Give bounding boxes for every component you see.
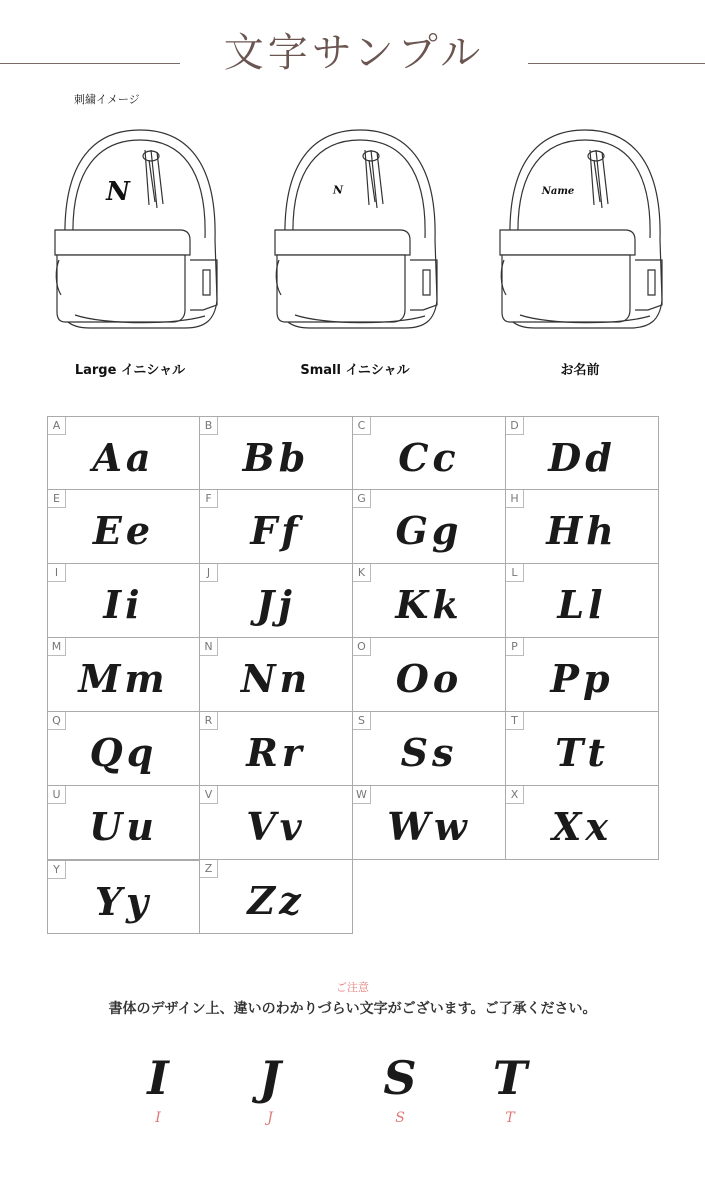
header-rule-right — [528, 63, 705, 64]
letter-cell-v — [200, 786, 353, 860]
letter-sample-glyph: Ww — [387, 804, 471, 849]
letter-cell-c — [353, 416, 506, 490]
letter-cell-k — [353, 564, 506, 638]
letter-cell-s — [353, 712, 506, 786]
backpack-illustration — [490, 120, 675, 340]
page-title: 文字サンプル — [223, 30, 485, 76]
letter-sample-glyph: Yy — [94, 879, 153, 924]
letter-key-label: O — [353, 638, 371, 656]
letter-key-label: K — [353, 564, 371, 582]
letter-cell-z — [200, 860, 353, 934]
header-rule-left — [0, 63, 180, 64]
letter-cell-n — [200, 638, 353, 712]
letter-cell-t — [506, 712, 659, 786]
letter-sample-grid — [47, 416, 659, 934]
letter-key-label: C — [353, 417, 371, 435]
letter-key-label: Y — [48, 861, 66, 879]
letter-key-label: G — [353, 490, 371, 508]
similar-letter-sample — [360, 1048, 440, 1126]
letter-sample-glyph: Aa — [92, 435, 155, 480]
similar-letter-glyph: T — [492, 1051, 528, 1105]
letter-key-label: R — [200, 712, 218, 730]
letter-key-label: E — [48, 490, 66, 508]
embroidery-image-label: 刺繍イメージ — [74, 93, 140, 106]
letter-sample-glyph: Ii — [103, 582, 144, 627]
letter-cell-y — [47, 860, 200, 934]
letter-sample-glyph: Uu — [89, 804, 158, 849]
letter-cell-p — [506, 638, 659, 712]
letter-key-label: P — [506, 638, 524, 656]
letter-cell-u — [47, 786, 200, 860]
letter-key-label: N — [200, 638, 218, 656]
letter-sample-glyph: Vv — [246, 804, 306, 849]
notice-title: ご注意 — [336, 981, 369, 994]
letter-sample-glyph: Bb — [242, 435, 310, 480]
letter-sample-glyph: Ss — [400, 730, 458, 775]
similar-letter-sample — [230, 1048, 310, 1126]
letter-sample-glyph: Hh — [546, 508, 618, 553]
letter-key-label: A — [48, 417, 66, 435]
letter-cell-f — [200, 490, 353, 564]
letter-key-label: U — [48, 786, 66, 804]
similar-letter-sample — [118, 1048, 198, 1126]
letter-cell-q — [47, 712, 200, 786]
letter-cell-l — [506, 564, 659, 638]
letter-sample-glyph: Rr — [246, 730, 306, 775]
letter-key-label: L — [506, 564, 524, 582]
letter-cell-e — [47, 490, 200, 564]
similar-letter-sample — [470, 1048, 550, 1126]
letter-sample-glyph: Cc — [398, 435, 460, 480]
letter-cell-g — [353, 490, 506, 564]
similar-letter-label: I — [155, 1110, 161, 1126]
letter-sample-glyph: Qq — [89, 730, 158, 775]
notice-text: 書体のデザイン上、違いのわかりづらい文字がございます。ご了承ください。 — [108, 1001, 597, 1017]
letter-key-label: F — [200, 490, 218, 508]
similar-letter-glyph: S — [383, 1051, 417, 1105]
letter-cell-h — [506, 490, 659, 564]
letter-cell-d — [506, 416, 659, 490]
similar-letter-glyph: J — [259, 1051, 281, 1105]
letter-cell-m — [47, 638, 200, 712]
letter-cell-a — [47, 416, 200, 490]
letter-key-label: D — [506, 417, 524, 435]
backpack-caption: Small イニシャル — [300, 363, 410, 378]
letter-key-label: J — [200, 564, 218, 582]
letter-sample-glyph: Ll — [557, 582, 607, 627]
letter-key-label: M — [48, 638, 66, 656]
letter-sample-glyph: Dd — [548, 435, 616, 480]
letter-sample-glyph: Jj — [256, 582, 296, 627]
letter-sample-glyph: Tt — [555, 730, 609, 775]
letter-sample-glyph: Ee — [92, 508, 155, 553]
letter-key-label: Q — [48, 712, 66, 730]
letter-sample-glyph: Pp — [550, 656, 614, 701]
letter-key-label: V — [200, 786, 218, 804]
letter-sample-glyph: Mm — [78, 656, 169, 701]
letter-sample-glyph: Oo — [395, 656, 463, 701]
letter-key-label: S — [353, 712, 371, 730]
letter-cell-o — [353, 638, 506, 712]
similar-letter-glyph: I — [147, 1051, 169, 1105]
letter-key-label: I — [48, 564, 66, 582]
letter-cell-b — [200, 416, 353, 490]
backpack-illustration — [265, 120, 450, 340]
letter-key-label: X — [506, 786, 524, 804]
letter-cell-x — [506, 786, 659, 860]
backpack-monogram: Name — [541, 186, 575, 197]
letter-sample-glyph: Zz — [247, 878, 305, 923]
letter-sample-glyph: Ff — [250, 508, 302, 553]
letter-cell-j — [200, 564, 353, 638]
page-header — [0, 28, 705, 78]
backpack-illustration — [45, 120, 230, 340]
letter-cell-i — [47, 564, 200, 638]
letter-sample-glyph: Nn — [240, 656, 312, 701]
letter-key-label: W — [353, 786, 371, 804]
letter-sample-glyph: Kk — [395, 582, 463, 627]
backpack-caption: お名前 — [560, 363, 600, 378]
similar-letter-label: S — [395, 1110, 405, 1126]
letter-key-label: B — [200, 417, 218, 435]
letter-sample-glyph: Xx — [551, 804, 613, 849]
letter-cell-w — [353, 786, 506, 860]
similar-letter-label: J — [267, 1110, 273, 1126]
backpack-monogram: N — [106, 177, 130, 207]
similar-letter-label: T — [505, 1110, 515, 1126]
letter-cell-r — [200, 712, 353, 786]
letter-sample-glyph: Gg — [395, 508, 463, 553]
letter-key-label: T — [506, 712, 524, 730]
letter-key-label: H — [506, 490, 524, 508]
letter-key-label: Z — [200, 860, 218, 878]
backpack-caption: Large イニシャル — [74, 363, 186, 378]
backpack-monogram: N — [332, 183, 344, 197]
